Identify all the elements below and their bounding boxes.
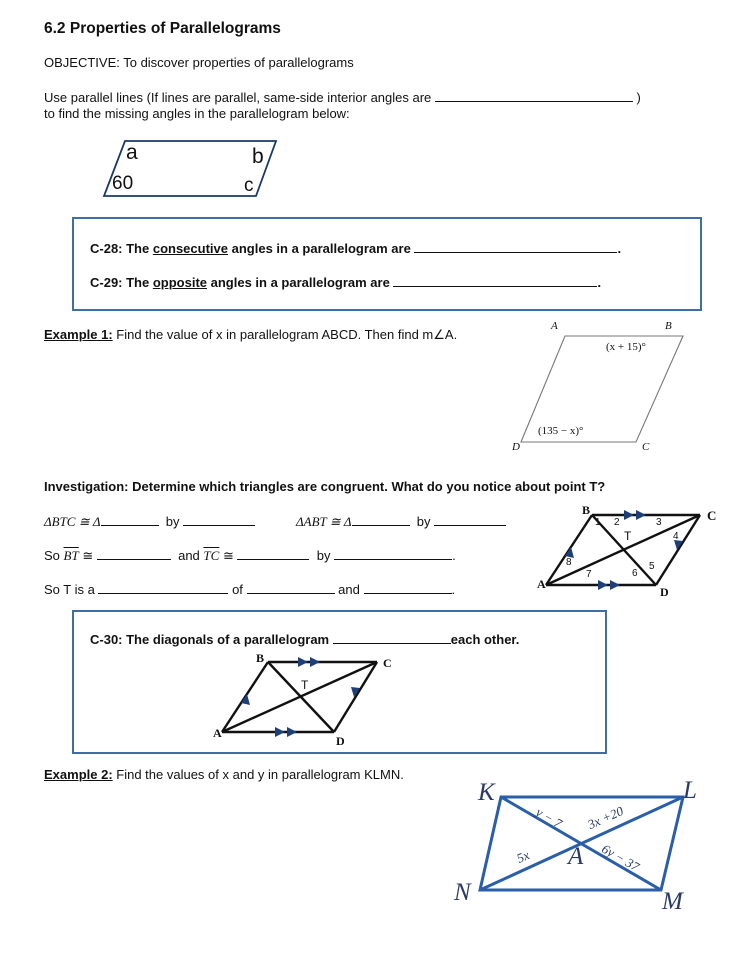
investigation-heading: Investigation: Determine which triangles are congruent. What do you notice about point T? bbox=[44, 479, 606, 494]
ex2-expr-NA: 5x bbox=[514, 847, 532, 866]
inv-vertex-C: C bbox=[707, 508, 717, 523]
ex1-angle-B: (x + 15)° bbox=[606, 341, 646, 353]
investigation-line-3: So T is a of and . bbox=[44, 582, 456, 597]
c28-text: C-28: The consecutive angles in a parallelogram are . bbox=[90, 241, 622, 256]
segment-bt: $\overline{BT}$ bbox=[63, 548, 79, 563]
angle-60-label: 60 bbox=[112, 173, 134, 194]
inv-vertex-D: D bbox=[660, 585, 669, 599]
ex2-vertex-L: L bbox=[683, 777, 697, 804]
intro-paren: ) bbox=[636, 90, 641, 105]
ex2-vertex-K: K bbox=[478, 779, 495, 806]
investigation-line-1b: ΔABT ≅ Δ by bbox=[296, 514, 506, 530]
investigation-line-2: So $\overline{BT}$ ≅ and $\overline{TC}$ ≅ by . bbox=[44, 548, 456, 563]
angle-a-label: a bbox=[126, 141, 138, 164]
angle-c-label: c bbox=[244, 175, 254, 196]
inv-angle-5: 5 bbox=[649, 561, 655, 572]
c29-key: opposite bbox=[152, 275, 208, 290]
inv-angle-3: 3 bbox=[656, 517, 662, 528]
inv-vertex-A: A bbox=[537, 577, 546, 591]
c30-vertex-C: C bbox=[383, 656, 392, 670]
intro-text: Use parallel lines (If lines are parallel, same-side interior angles are bbox=[44, 90, 432, 105]
ex2-vertex-M: M bbox=[662, 888, 683, 915]
c30-vertex-B: B bbox=[256, 651, 265, 665]
ex2-expr-LA: 3x +20 bbox=[585, 803, 626, 832]
objective: OBJECTIVE: To discover properties of parallelograms bbox=[44, 55, 354, 70]
ex2-expr-KA: y − 7 bbox=[533, 804, 565, 831]
ex1-angle-D: (135 − x)° bbox=[538, 425, 584, 437]
c30-point-T: T bbox=[301, 678, 309, 692]
example2-label: Example 2: bbox=[44, 767, 113, 782]
angle-b-label: b bbox=[252, 145, 264, 168]
ex1-vertex-A: A bbox=[551, 320, 558, 332]
inv-angle-8: 8 bbox=[566, 557, 572, 568]
c30-vertex-A: A bbox=[213, 726, 222, 740]
inv-vertex-B: B bbox=[582, 503, 591, 517]
inv-angle-7: 7 bbox=[586, 569, 592, 580]
inv-angle-2: 2 bbox=[614, 517, 620, 528]
intro-line-2: to find the missing angles in the parallelogram below: bbox=[44, 106, 350, 121]
example1-label: Example 1: bbox=[44, 327, 113, 342]
investigation-line-1: ΔBTC ≅ Δ by bbox=[44, 514, 255, 530]
segment-tc: $\overline{TC}$ bbox=[203, 548, 220, 563]
ex1-vertex-D: D bbox=[512, 441, 520, 453]
inv-angle-4: 4 bbox=[673, 531, 679, 542]
ex1-vertex-C: C bbox=[642, 441, 650, 453]
ex2-expr-MA: 6y − 37 bbox=[599, 840, 642, 875]
c29-text: C-29: The opposite angles in a parallelogram are . bbox=[90, 275, 602, 290]
example2-text: Example 2: Find the values of x and y in parallelogram KLMN. bbox=[44, 767, 404, 782]
inv-angle-1: 1 bbox=[595, 517, 601, 528]
inv-angle-6: 6 bbox=[632, 568, 638, 579]
page-title: 6.2 Properties of Parallelograms bbox=[44, 20, 281, 37]
ex2-vertex-N: N bbox=[454, 879, 471, 906]
example1-text: Example 1: Find the value of x in parallelogram ABCD. Then find m∠A. bbox=[44, 327, 458, 342]
c28-key: consecutive bbox=[152, 241, 228, 256]
c30-vertex-D: D bbox=[336, 734, 345, 748]
ex1-vertex-B: B bbox=[665, 320, 672, 332]
inv-point-T: T bbox=[624, 529, 632, 543]
ex2-center-A: A bbox=[568, 843, 584, 870]
c30-text: C-30: The diagonals of a parallelogram each other. bbox=[90, 632, 520, 647]
